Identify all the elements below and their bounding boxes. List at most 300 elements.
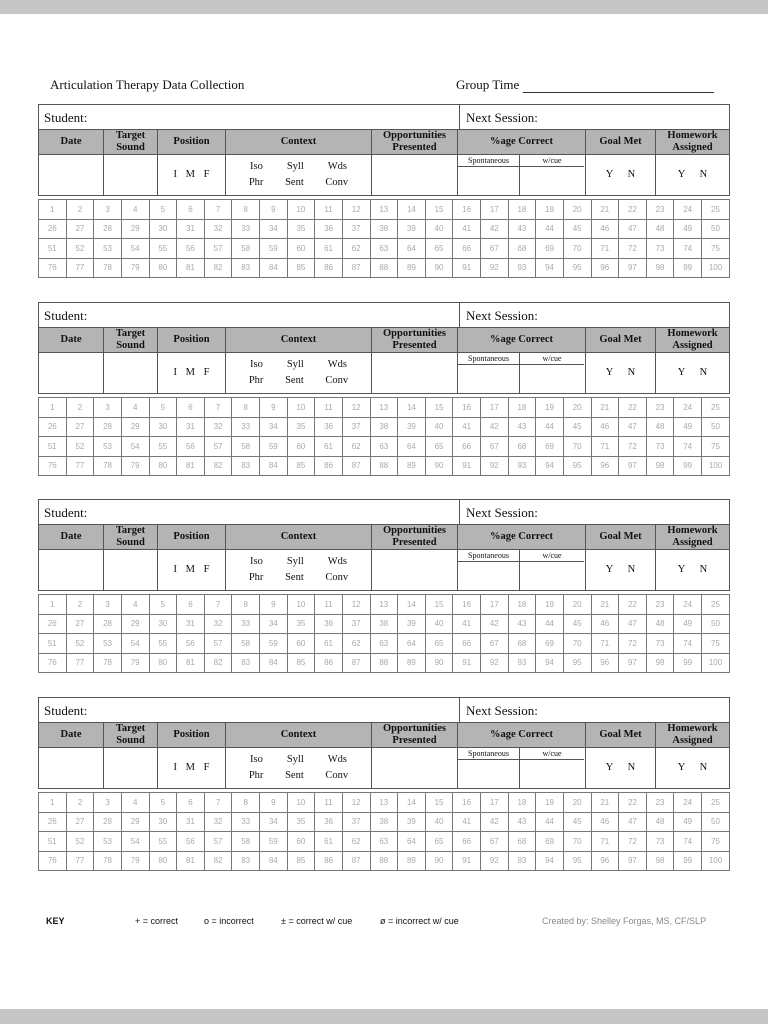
trial-cell[interactable]: 61 (315, 437, 343, 457)
trial-cell[interactable]: 43 (508, 812, 536, 832)
trial-cell[interactable]: 64 (398, 832, 426, 852)
trial-cell[interactable]: 34 (260, 812, 288, 832)
trial-cell[interactable]: 57 (204, 634, 232, 654)
trial-cell[interactable]: 26 (39, 219, 67, 239)
trial-cell[interactable]: 49 (674, 219, 702, 239)
trial-cell[interactable]: 50 (702, 417, 730, 437)
trial-cell[interactable]: 83 (232, 851, 260, 871)
trial-cell[interactable]: 32 (204, 812, 232, 832)
trial-cell[interactable]: 44 (536, 614, 564, 634)
trial-cell[interactable]: 90 (425, 851, 453, 871)
trial-cell[interactable]: 45 (563, 417, 591, 437)
trial-cell[interactable]: 46 (591, 219, 619, 239)
trial-cell[interactable]: 84 (260, 653, 288, 673)
trial-cell[interactable]: 35 (287, 219, 315, 239)
trial-cell[interactable]: 86 (315, 258, 343, 278)
trial-cell[interactable]: 20 (563, 200, 591, 220)
trial-cell[interactable]: 97 (619, 653, 647, 673)
trial-cell[interactable]: 91 (453, 653, 481, 673)
trial-cell[interactable]: 89 (398, 851, 426, 871)
trial-cell[interactable]: 40 (425, 812, 453, 832)
trial-cell[interactable]: 42 (481, 812, 509, 832)
trial-cell[interactable]: 77 (66, 258, 94, 278)
trial-cell[interactable]: 36 (315, 812, 343, 832)
trial-cell[interactable]: 6 (177, 595, 205, 615)
trial-cell[interactable]: 49 (674, 417, 702, 437)
trial-cell[interactable]: 40 (425, 219, 453, 239)
trial-cell[interactable]: 35 (287, 614, 315, 634)
trial-cell[interactable]: 39 (398, 812, 426, 832)
trial-cell[interactable]: 57 (204, 239, 232, 259)
trial-cell[interactable]: 71 (591, 634, 619, 654)
trial-cell[interactable]: 55 (149, 634, 177, 654)
trial-cell[interactable]: 82 (204, 851, 232, 871)
trial-cell[interactable]: 18 (508, 398, 536, 418)
trial-cell[interactable]: 8 (232, 595, 260, 615)
trial-cell[interactable]: 9 (260, 793, 288, 813)
trial-cell[interactable]: 90 (425, 456, 453, 476)
trial-cell[interactable]: 61 (315, 239, 343, 259)
trial-cell[interactable]: 39 (398, 417, 426, 437)
trial-cell[interactable]: 29 (121, 614, 149, 634)
trial-cell[interactable]: 31 (177, 614, 205, 634)
trial-cell[interactable]: 95 (563, 456, 591, 476)
trial-cell[interactable]: 35 (287, 417, 315, 437)
trial-cell[interactable]: 26 (39, 812, 67, 832)
trial-cell[interactable]: 28 (94, 614, 122, 634)
trial-cell[interactable]: 47 (619, 417, 647, 437)
trial-cell[interactable]: 92 (481, 653, 509, 673)
trial-cell[interactable]: 41 (453, 812, 481, 832)
trial-cell[interactable]: 69 (536, 239, 564, 259)
trial-cell[interactable]: 20 (563, 595, 591, 615)
trial-cell[interactable]: 38 (370, 219, 398, 239)
trial-cell[interactable]: 33 (232, 614, 260, 634)
trial-cell[interactable]: 92 (481, 456, 509, 476)
trial-cell[interactable]: 100 (702, 851, 730, 871)
trial-cell[interactable]: 61 (315, 634, 343, 654)
trial-cell[interactable]: 21 (591, 793, 619, 813)
trial-cell[interactable]: 15 (425, 200, 453, 220)
trial-cell[interactable]: 14 (398, 398, 426, 418)
trial-cell[interactable]: 74 (674, 437, 702, 457)
trial-cell[interactable]: 85 (287, 456, 315, 476)
trial-cell[interactable]: 13 (370, 398, 398, 418)
trial-cell[interactable]: 6 (177, 398, 205, 418)
trial-cell[interactable]: 29 (121, 417, 149, 437)
trial-cell[interactable]: 93 (508, 653, 536, 673)
trial-cell[interactable]: 33 (232, 417, 260, 437)
trial-cell[interactable]: 62 (342, 437, 370, 457)
trial-cell[interactable]: 24 (674, 595, 702, 615)
trial-cell[interactable]: 74 (674, 832, 702, 852)
trial-cell[interactable]: 77 (66, 653, 94, 673)
trial-cell[interactable]: 96 (591, 653, 619, 673)
trial-cell[interactable]: 46 (591, 417, 619, 437)
trial-cell[interactable]: 34 (260, 219, 288, 239)
trial-cell[interactable]: 17 (481, 200, 509, 220)
trial-cell[interactable]: 91 (453, 851, 481, 871)
trial-cell[interactable]: 93 (508, 851, 536, 871)
trial-cell[interactable]: 44 (536, 219, 564, 239)
trial-cell[interactable]: 9 (260, 398, 288, 418)
trial-cell[interactable]: 95 (563, 653, 591, 673)
trial-cell[interactable]: 94 (536, 653, 564, 673)
trial-cell[interactable]: 55 (149, 437, 177, 457)
trial-cell[interactable]: 100 (702, 456, 730, 476)
trial-cell[interactable]: 86 (315, 653, 343, 673)
trial-cell[interactable]: 75 (702, 634, 730, 654)
trial-cell[interactable]: 11 (315, 398, 343, 418)
trial-cell[interactable]: 44 (536, 417, 564, 437)
trial-cell[interactable]: 12 (342, 595, 370, 615)
trial-cell[interactable]: 4 (121, 793, 149, 813)
trial-cell[interactable]: 59 (260, 634, 288, 654)
trial-cell[interactable]: 8 (232, 398, 260, 418)
trial-cell[interactable]: 98 (646, 456, 674, 476)
trial-cell[interactable]: 10 (287, 595, 315, 615)
trial-cell[interactable]: 80 (149, 258, 177, 278)
trial-cell[interactable]: 30 (149, 417, 177, 437)
trial-cell[interactable]: 72 (619, 239, 647, 259)
trial-cell[interactable]: 72 (619, 437, 647, 457)
trial-cell[interactable]: 15 (425, 398, 453, 418)
trial-cell[interactable]: 25 (702, 398, 730, 418)
trial-cell[interactable]: 12 (342, 398, 370, 418)
trial-cell[interactable]: 25 (702, 595, 730, 615)
trial-cell[interactable]: 27 (66, 614, 94, 634)
trial-cell[interactable]: 64 (398, 437, 426, 457)
trial-cell[interactable]: 99 (674, 851, 702, 871)
trial-cell[interactable]: 69 (536, 634, 564, 654)
trial-cell[interactable]: 66 (453, 239, 481, 259)
trial-cell[interactable]: 63 (370, 437, 398, 457)
trial-cell[interactable]: 14 (398, 793, 426, 813)
trial-cell[interactable]: 2 (66, 200, 94, 220)
trial-cell[interactable]: 10 (287, 200, 315, 220)
trial-cell[interactable]: 76 (39, 456, 67, 476)
trial-cell[interactable]: 54 (121, 437, 149, 457)
trial-cell[interactable]: 30 (149, 614, 177, 634)
trial-cell[interactable]: 52 (66, 239, 94, 259)
trial-cell[interactable]: 79 (121, 851, 149, 871)
trial-cell[interactable]: 21 (591, 398, 619, 418)
trial-cell[interactable]: 46 (591, 614, 619, 634)
trial-cell[interactable]: 16 (453, 398, 481, 418)
trial-cell[interactable]: 33 (232, 219, 260, 239)
trial-cell[interactable]: 65 (425, 437, 453, 457)
trial-cell[interactable]: 58 (232, 437, 260, 457)
trial-cell[interactable]: 84 (260, 851, 288, 871)
trial-cell[interactable]: 1 (39, 200, 67, 220)
trial-cell[interactable]: 71 (591, 437, 619, 457)
trial-cell[interactable]: 3 (94, 595, 122, 615)
trial-cell[interactable]: 4 (121, 595, 149, 615)
trial-cell[interactable]: 53 (94, 634, 122, 654)
trial-cell[interactable]: 13 (370, 595, 398, 615)
trial-cell[interactable]: 19 (536, 595, 564, 615)
trial-cell[interactable]: 26 (39, 417, 67, 437)
trial-cell[interactable]: 60 (287, 239, 315, 259)
trial-cell[interactable]: 18 (508, 595, 536, 615)
trial-cell[interactable]: 93 (508, 258, 536, 278)
trial-cell[interactable]: 19 (536, 793, 564, 813)
trial-cell[interactable]: 46 (591, 812, 619, 832)
trial-cell[interactable]: 6 (177, 793, 205, 813)
trial-cell[interactable]: 68 (508, 832, 536, 852)
trial-cell[interactable]: 53 (94, 437, 122, 457)
trial-cell[interactable]: 99 (674, 258, 702, 278)
trial-cell[interactable]: 21 (591, 595, 619, 615)
trial-cell[interactable]: 51 (39, 634, 67, 654)
trial-cell[interactable]: 3 (94, 200, 122, 220)
trial-cell[interactable]: 30 (149, 812, 177, 832)
trial-cell[interactable]: 73 (646, 239, 674, 259)
trial-cell[interactable]: 38 (370, 614, 398, 634)
trial-cell[interactable]: 76 (39, 258, 67, 278)
trial-cell[interactable]: 87 (342, 653, 370, 673)
trial-cell[interactable]: 36 (315, 417, 343, 437)
trial-cell[interactable]: 6 (177, 200, 205, 220)
trial-cell[interactable]: 50 (702, 812, 730, 832)
trial-cell[interactable]: 88 (370, 456, 398, 476)
trial-cell[interactable]: 65 (425, 832, 453, 852)
trial-cell[interactable]: 79 (121, 653, 149, 673)
trial-cell[interactable]: 76 (39, 653, 67, 673)
trial-cell[interactable]: 96 (591, 456, 619, 476)
trial-cell[interactable]: 19 (536, 398, 564, 418)
trial-cell[interactable]: 8 (232, 793, 260, 813)
trial-cell[interactable]: 7 (204, 595, 232, 615)
trial-cell[interactable]: 10 (287, 398, 315, 418)
trial-cell[interactable]: 88 (370, 653, 398, 673)
trial-cell[interactable]: 16 (453, 200, 481, 220)
trial-cell[interactable]: 66 (453, 437, 481, 457)
trial-cell[interactable]: 73 (646, 437, 674, 457)
trial-cell[interactable]: 62 (342, 634, 370, 654)
trial-cell[interactable]: 45 (563, 614, 591, 634)
trial-cell[interactable]: 43 (508, 614, 536, 634)
trial-cell[interactable]: 91 (453, 258, 481, 278)
trial-cell[interactable]: 78 (94, 258, 122, 278)
trial-cell[interactable]: 63 (370, 832, 398, 852)
trial-cell[interactable]: 66 (453, 634, 481, 654)
trial-cell[interactable]: 94 (536, 456, 564, 476)
trial-cell[interactable]: 22 (619, 398, 647, 418)
trial-cell[interactable]: 51 (39, 437, 67, 457)
trial-cell[interactable]: 51 (39, 239, 67, 259)
trial-cell[interactable]: 54 (121, 634, 149, 654)
trial-cell[interactable]: 13 (370, 200, 398, 220)
trial-cell[interactable]: 1 (39, 595, 67, 615)
trial-cell[interactable]: 47 (619, 812, 647, 832)
trial-cell[interactable]: 7 (204, 200, 232, 220)
trial-cell[interactable]: 53 (94, 239, 122, 259)
trial-cell[interactable]: 36 (315, 219, 343, 239)
trial-cell[interactable]: 82 (204, 653, 232, 673)
trial-cell[interactable]: 15 (425, 595, 453, 615)
trial-cell[interactable]: 98 (646, 653, 674, 673)
trial-cell[interactable]: 68 (508, 634, 536, 654)
trial-cell[interactable]: 65 (425, 239, 453, 259)
trial-cell[interactable]: 20 (563, 398, 591, 418)
trial-cell[interactable]: 48 (646, 219, 674, 239)
trial-cell[interactable]: 92 (481, 851, 509, 871)
trial-cell[interactable]: 69 (536, 437, 564, 457)
trial-cell[interactable]: 23 (646, 595, 674, 615)
trial-cell[interactable]: 94 (536, 851, 564, 871)
trial-cell[interactable]: 43 (508, 219, 536, 239)
trial-cell[interactable]: 88 (370, 258, 398, 278)
trial-cell[interactable]: 83 (232, 653, 260, 673)
trial-cell[interactable]: 17 (481, 595, 509, 615)
trial-cell[interactable]: 50 (702, 614, 730, 634)
trial-cell[interactable]: 94 (536, 258, 564, 278)
trial-cell[interactable]: 75 (702, 832, 730, 852)
trial-cell[interactable]: 85 (287, 653, 315, 673)
trial-cell[interactable]: 9 (260, 200, 288, 220)
trial-cell[interactable]: 24 (674, 793, 702, 813)
trial-cell[interactable]: 74 (674, 239, 702, 259)
trial-cell[interactable]: 52 (66, 832, 94, 852)
trial-cell[interactable]: 33 (232, 812, 260, 832)
trial-cell[interactable]: 48 (646, 614, 674, 634)
trial-cell[interactable]: 45 (563, 219, 591, 239)
trial-cell[interactable]: 78 (94, 851, 122, 871)
trial-cell[interactable]: 62 (342, 832, 370, 852)
trial-cell[interactable]: 38 (370, 417, 398, 437)
trial-cell[interactable]: 25 (702, 200, 730, 220)
trial-cell[interactable]: 28 (94, 417, 122, 437)
trial-cell[interactable]: 80 (149, 653, 177, 673)
trial-cell[interactable]: 5 (149, 793, 177, 813)
trial-cell[interactable]: 47 (619, 219, 647, 239)
trial-cell[interactable]: 70 (563, 437, 591, 457)
trial-cell[interactable]: 89 (398, 653, 426, 673)
trial-cell[interactable]: 97 (619, 851, 647, 871)
trial-cell[interactable]: 14 (398, 595, 426, 615)
trial-cell[interactable]: 32 (204, 417, 232, 437)
trial-cell[interactable]: 7 (204, 793, 232, 813)
trial-cell[interactable]: 43 (508, 417, 536, 437)
trial-cell[interactable]: 60 (287, 832, 315, 852)
trial-cell[interactable]: 14 (398, 200, 426, 220)
trial-cell[interactable]: 7 (204, 398, 232, 418)
trial-cell[interactable]: 66 (453, 832, 481, 852)
trial-cell[interactable]: 83 (232, 258, 260, 278)
trial-cell[interactable]: 70 (563, 634, 591, 654)
trial-cell[interactable]: 42 (481, 417, 509, 437)
trial-cell[interactable]: 30 (149, 219, 177, 239)
trial-cell[interactable]: 90 (425, 258, 453, 278)
trial-cell[interactable]: 96 (591, 851, 619, 871)
trial-cell[interactable]: 79 (121, 258, 149, 278)
trial-cell[interactable]: 1 (39, 793, 67, 813)
trial-cell[interactable]: 92 (481, 258, 509, 278)
trial-cell[interactable]: 96 (591, 258, 619, 278)
trial-cell[interactable]: 79 (121, 456, 149, 476)
trial-cell[interactable]: 81 (177, 456, 205, 476)
trial-cell[interactable]: 67 (481, 239, 509, 259)
trial-cell[interactable]: 82 (204, 258, 232, 278)
trial-cell[interactable]: 32 (204, 614, 232, 634)
trial-cell[interactable]: 100 (702, 258, 730, 278)
trial-cell[interactable]: 2 (66, 398, 94, 418)
trial-cell[interactable]: 52 (66, 437, 94, 457)
trial-cell[interactable]: 68 (508, 239, 536, 259)
trial-cell[interactable]: 75 (702, 437, 730, 457)
trial-cell[interactable]: 22 (619, 595, 647, 615)
trial-cell[interactable]: 73 (646, 832, 674, 852)
trial-cell[interactable]: 63 (370, 239, 398, 259)
trial-cell[interactable]: 71 (591, 239, 619, 259)
trial-cell[interactable]: 56 (177, 634, 205, 654)
trial-cell[interactable]: 68 (508, 437, 536, 457)
trial-cell[interactable]: 49 (674, 812, 702, 832)
trial-cell[interactable]: 100 (702, 653, 730, 673)
trial-cell[interactable]: 22 (619, 200, 647, 220)
trial-cell[interactable]: 40 (425, 614, 453, 634)
trial-cell[interactable]: 57 (204, 832, 232, 852)
trial-cell[interactable]: 37 (342, 614, 370, 634)
trial-cell[interactable]: 60 (287, 634, 315, 654)
trial-cell[interactable]: 90 (425, 653, 453, 673)
trial-cell[interactable]: 31 (177, 219, 205, 239)
trial-cell[interactable]: 15 (425, 793, 453, 813)
trial-cell[interactable]: 69 (536, 832, 564, 852)
trial-cell[interactable]: 20 (563, 793, 591, 813)
trial-cell[interactable]: 77 (66, 456, 94, 476)
trial-cell[interactable]: 31 (177, 812, 205, 832)
trial-cell[interactable]: 23 (646, 398, 674, 418)
trial-cell[interactable]: 53 (94, 832, 122, 852)
trial-cell[interactable]: 5 (149, 595, 177, 615)
trial-cell[interactable]: 89 (398, 456, 426, 476)
trial-cell[interactable]: 83 (232, 456, 260, 476)
trial-cell[interactable]: 59 (260, 239, 288, 259)
trial-cell[interactable]: 87 (342, 258, 370, 278)
trial-cell[interactable]: 58 (232, 832, 260, 852)
trial-cell[interactable]: 44 (536, 812, 564, 832)
trial-cell[interactable]: 81 (177, 258, 205, 278)
trial-cell[interactable]: 64 (398, 239, 426, 259)
trial-cell[interactable]: 98 (646, 258, 674, 278)
trial-cell[interactable]: 81 (177, 653, 205, 673)
trial-cell[interactable]: 11 (315, 595, 343, 615)
trial-cell[interactable]: 4 (121, 200, 149, 220)
trial-cell[interactable]: 3 (94, 398, 122, 418)
trial-cell[interactable]: 70 (563, 832, 591, 852)
trial-cell[interactable]: 32 (204, 219, 232, 239)
trial-cell[interactable]: 11 (315, 200, 343, 220)
trial-cell[interactable]: 51 (39, 832, 67, 852)
trial-cell[interactable]: 42 (481, 219, 509, 239)
trial-cell[interactable]: 19 (536, 200, 564, 220)
trial-cell[interactable]: 12 (342, 793, 370, 813)
trial-cell[interactable]: 99 (674, 456, 702, 476)
trial-cell[interactable]: 2 (66, 595, 94, 615)
trial-cell[interactable]: 95 (563, 851, 591, 871)
trial-cell[interactable]: 78 (94, 653, 122, 673)
trial-cell[interactable]: 64 (398, 634, 426, 654)
trial-cell[interactable]: 21 (591, 200, 619, 220)
trial-cell[interactable]: 85 (287, 851, 315, 871)
trial-cell[interactable]: 52 (66, 634, 94, 654)
trial-cell[interactable]: 39 (398, 219, 426, 239)
trial-cell[interactable]: 29 (121, 219, 149, 239)
trial-cell[interactable]: 97 (619, 456, 647, 476)
trial-cell[interactable]: 93 (508, 456, 536, 476)
